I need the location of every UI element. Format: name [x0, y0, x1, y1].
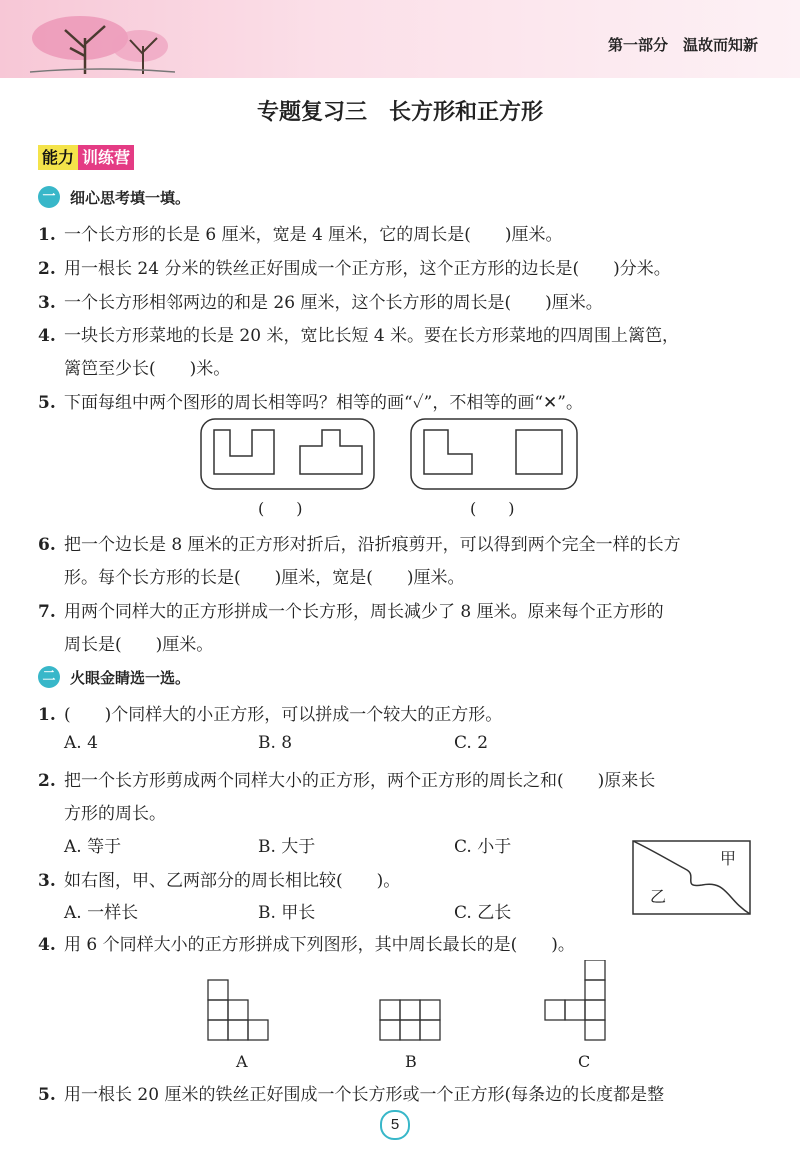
- question-text: 用 6 个同样大小的正方形拼成下列图形，其中周长最长的是( )。: [64, 935, 575, 955]
- section-label: 细心思考填一填。: [70, 188, 191, 207]
- question-2-4: [38, 930, 575, 955]
- option-b: B. 甲长: [258, 903, 316, 923]
- question-2-2: [38, 766, 655, 791]
- question-number: 5.: [38, 393, 56, 413]
- question-number: 5.: [38, 1085, 56, 1105]
- tree-illustration: [25, 8, 175, 76]
- perimeter-comparison-figure: [200, 418, 580, 490]
- question-text: 如右图，甲、乙两部分的周长相比较( )。: [64, 871, 401, 891]
- question-number: 1.: [38, 705, 56, 725]
- option-c: C. 小于: [454, 837, 512, 857]
- badge-part1: 能力: [38, 145, 78, 170]
- option-b: B. 8: [258, 733, 293, 753]
- question-text: 用两个同样大的正方形拼成一个长方形，周长减少了 8 厘米。原来每个正方形的: [64, 602, 664, 622]
- question-number: 2.: [38, 771, 56, 791]
- label-jia: 甲: [720, 849, 737, 868]
- section-heading-1: [38, 186, 190, 208]
- question-number: 4.: [38, 326, 56, 346]
- question-text: 用一根长 24 分米的铁丝正好围成一个正方形，这个正方形的边长是( )分米。: [64, 259, 671, 279]
- question-number: 6.: [38, 535, 56, 555]
- option-a: A. 4: [64, 733, 98, 753]
- header-banner: [0, 0, 800, 78]
- section-number: 一: [38, 186, 60, 208]
- section-label: 第一部分 温故而知新: [607, 36, 758, 54]
- question-2-2-cont: 方形的周长。: [64, 804, 166, 824]
- option-a: A. 等于: [64, 837, 122, 857]
- question-number: 1.: [38, 225, 56, 245]
- option-c: C. 乙长: [454, 903, 512, 923]
- option-c: C. 2: [454, 733, 489, 753]
- option-b: B. 大于: [258, 837, 316, 857]
- question-number: 4.: [38, 935, 56, 955]
- label-yi: 乙: [650, 887, 667, 906]
- question-text: 下面每组中两个图形的周长相等吗？相等的画“✓”，不相等的画“✕”。: [64, 393, 583, 413]
- question-1-4-cont: 篱笆至少长( )米。: [64, 359, 231, 379]
- page-number: 5: [380, 1110, 410, 1140]
- question-text: 用一根长 20 厘米的铁丝正好围成一个长方形或一个正方形(每条边的长度都是整: [64, 1085, 665, 1105]
- question-text: 一个长方形相邻两边的和是 26 厘米，这个长方形的周长是( )厘米。: [64, 293, 603, 313]
- question-number: 7.: [38, 602, 56, 622]
- question-text: ( )个同样大的小正方形，可以拼成一个较大的正方形。: [64, 705, 503, 725]
- question-1-6: [38, 530, 681, 555]
- square-shapes-figure: [205, 960, 615, 1050]
- question-text: 把一个边长是 8 厘米的正方形对折后，沿折痕剪开，可以得到两个完全一样的长方: [64, 535, 681, 555]
- question-number: 3.: [38, 871, 56, 891]
- question-2-1: [38, 700, 502, 725]
- question-text: 把一个长方形剪成两个同样大小的正方形，两个正方形的周长之和( )原来长: [64, 771, 656, 791]
- option-a: A. 一样长: [64, 903, 139, 923]
- question-1-3: [38, 288, 603, 313]
- page-title: 专题复习三 长方形和正方形: [256, 100, 543, 125]
- label-c: C: [578, 1052, 591, 1071]
- question-2-5: [38, 1080, 664, 1105]
- question-number: 3.: [38, 293, 56, 313]
- ability-badge: [38, 145, 134, 168]
- section-number: 二: [38, 666, 60, 688]
- label-b: B: [405, 1052, 417, 1071]
- question-text: 一块长方形菜地的长是 20 米，宽比长短 4 米。要在长方形菜地的四周围上篱笆，: [64, 326, 680, 346]
- question-1-7-cont: 周长是( )厘米。: [64, 635, 214, 655]
- question-1-4: [38, 321, 679, 346]
- question-1-2: [38, 254, 671, 279]
- question-text: 一个长方形的长是 6 厘米，宽是 4 厘米，它的周长是( )厘米。: [64, 225, 563, 245]
- section-label: 火眼金睛选一选。: [70, 668, 191, 687]
- question-1-1: [38, 220, 563, 245]
- question-2-3: [38, 866, 400, 891]
- question-1-7: [38, 597, 664, 622]
- question-number: 2.: [38, 259, 56, 279]
- label-a: A: [236, 1052, 248, 1071]
- section-heading-2: [38, 666, 190, 688]
- answer-blank-right: ( ): [470, 499, 515, 518]
- question-1-6-cont: 形。每个长方形的长是( )厘米，宽是( )厘米。: [64, 568, 465, 588]
- answer-blank-left: ( ): [258, 499, 303, 518]
- badge-part2: 训练营: [78, 145, 134, 170]
- question-1-5: [38, 388, 583, 413]
